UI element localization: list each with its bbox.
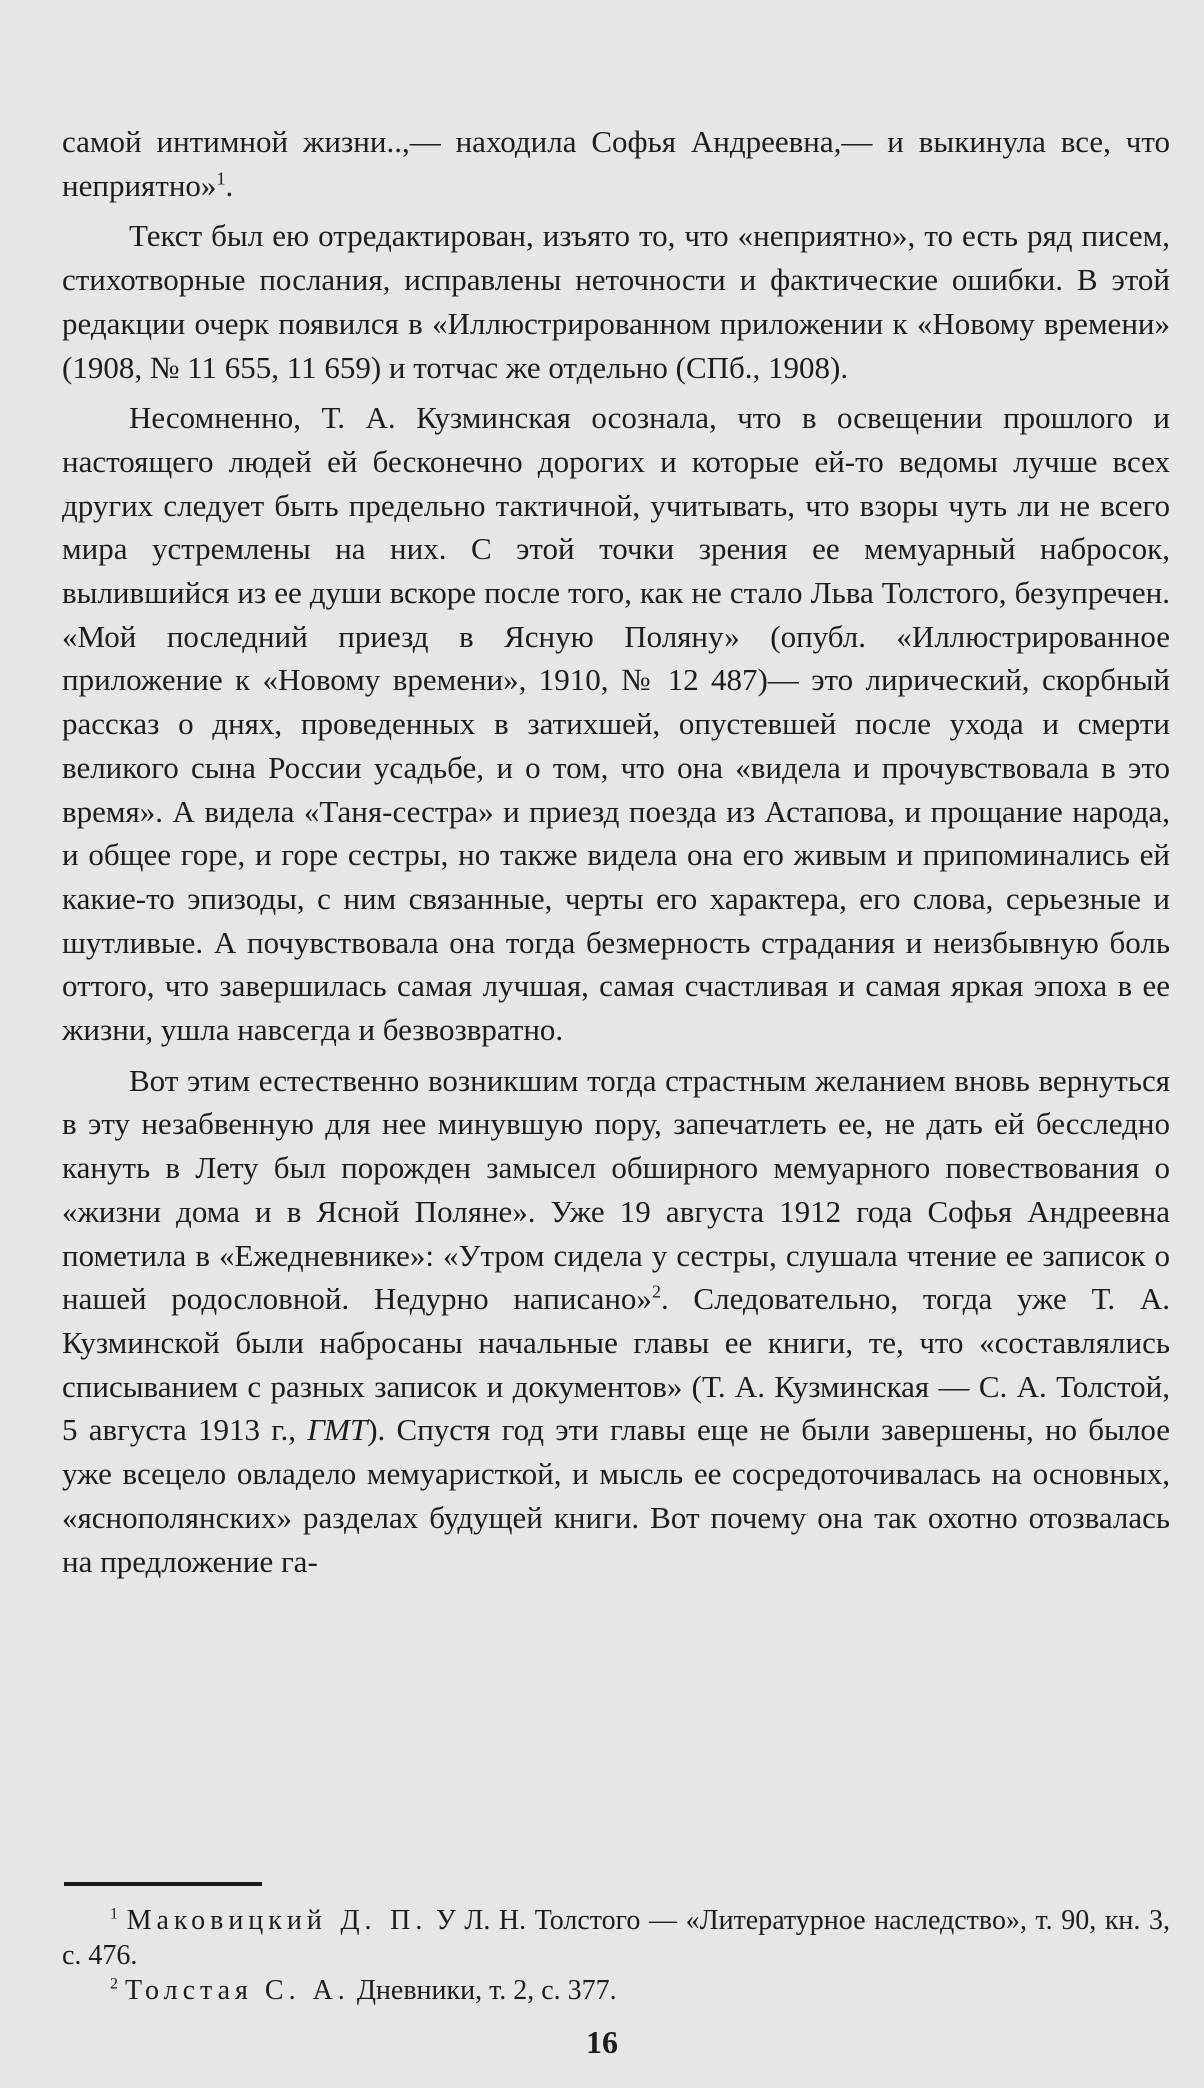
paragraph-text: Вот этим естественно возникшим тогда страстным желанием вновь вернуться в эту незабвенную для нее минувшую пору, запечатлеть ее, не дать ей бесследно кануть в Лету был порожден замысел обширного мемуарного повествования о «жизни дома и в Ясной Поляне». Уже 19 августа 1912 года Софья Андреевна пометила в «Ежедневнике»: «Утром сидела у сестры, слушала чтение ее записок о нашей родословной. Недурно написано» xyxy=(62,1062,1170,1317)
footnote-text: У Л. Н. Толстого — «Литературное наследство», т. 90, кн. 3, с. 476. xyxy=(62,1905,1171,1971)
main-text xyxy=(62,120,1170,1583)
paragraph-1 xyxy=(62,120,1170,207)
paragraph-text: самой интимной жизни..,— находила Софья Андреевна,— и выкинула все, что неприятно» xyxy=(62,124,1170,203)
paragraph-tail: . xyxy=(225,167,234,203)
paragraph-4 xyxy=(62,1059,1170,1583)
footnote-marker: 1 xyxy=(216,168,226,189)
footnote-text: Дневники, т. 2, с. 377. xyxy=(349,1975,617,2006)
paragraph-3 xyxy=(62,396,1170,1052)
footnote-number: 2 xyxy=(110,1975,118,1993)
footnote-author: Маковицкий Д. П. xyxy=(126,1905,428,1936)
page-number: 16 xyxy=(586,2024,618,2060)
footnote-2 xyxy=(62,1973,1170,2008)
paragraph-text: Текст был ею отредактирован, изъято то, что «неприятно», то есть ряд писем, стихотворные послания, исправлены неточности и фактические ошибки. В этой редакции очерк появился в «Иллюстрированном приложении к «Новому времени» (1908, № 11 655, 11 659) и тотчас же отдельно (СПб., 1908). xyxy=(62,218,1170,385)
footnote-number: 1 xyxy=(110,1905,118,1923)
paragraph-text: Несомненно, Т. А. Кузминская осознала, что в освещении прошлого и настоящего людей ей бесконечно дорогих и которые ей-то ведомы лучше всех других следует быть предельно тактичной, учитывать, что взоры чуть ли не всего мира устремлены на них. С этой точки зрения ее мемуарный набросок, вылившийся из ее души вскоре после того, как не стало Льва Толстого, безупречен. «Мой последний приезд в Ясную Поляну» (опубл. «Иллюстрированное приложение к «Новому времени», 1910, № 12 487)— это лирический, скорбный рассказ о днях, проведенных в затихшей, опустевшей после ухода и смерти великого сына России усадьбе, и о том, что она «видела и прочувствовала в это время». А видела «Таня-сестра» и приезд поезда из Астапова, и прощание народа, и общее горе, и горе сестры, но также видела она его живым и припоминались ей какие-то эпизоды, с ним связанные, черты его характера, его слова, серьезные и шутливые. А почувствовала она тогда безмерность страдания и неизбывную боль оттого, что завершилась самая лучшая, самая счастливая и самая яркая эпоха в ее жизни, ушла навсегда и безвозвратно. xyxy=(62,400,1170,1048)
footnotes xyxy=(62,1903,1170,2008)
museum-abbreviation: ГМТ xyxy=(307,1412,368,1448)
footnote-marker: 2 xyxy=(651,1281,661,1302)
footnote-divider xyxy=(64,1882,262,1886)
footnote-author: Толстая С. А. xyxy=(125,1975,350,2006)
footnote-1 xyxy=(62,1903,1170,1973)
paragraph-text: . Следовательно, тогда уже Т. А. Кузминской были набросаны начальные главы ее книги, те, что «составлялись списыванием с разных записок и документов» (Т. А. Кузминская — С. А. Толстой, 5 августа 1913 г., xyxy=(62,1281,1170,1448)
paragraph-2 xyxy=(62,214,1170,389)
paragraph-text: ). Спустя год эти главы еще не были завершены, но былое уже всецело овладело мемуаристкой, и мысль ее сосредоточивалась на основных, «яснополянских» разделах будущей книги. Вот почему она так охотно отозвалась на предложение га- xyxy=(62,1412,1170,1579)
